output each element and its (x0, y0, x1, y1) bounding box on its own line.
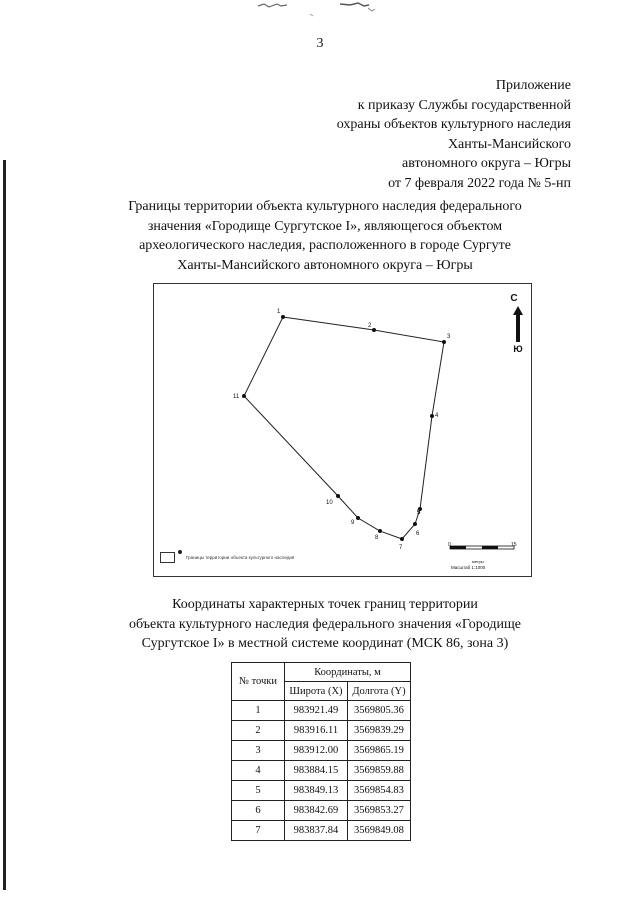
coordinates-title (95, 595, 555, 654)
coords-title-line: Координаты характерных точек границ территории (172, 597, 478, 612)
point-label: 4 (435, 413, 439, 419)
cell-latitude: 983916.11 (285, 721, 348, 741)
appendix-line: Приложение (495, 78, 571, 93)
appendix-line: Ханты-Мансийского (447, 136, 571, 152)
point-label: 2 (368, 323, 372, 329)
boundary-point (281, 315, 285, 319)
page-number: 3 (316, 36, 324, 51)
scale-min: 0 (448, 542, 451, 548)
header-longitude: Долгота (Y) (347, 682, 410, 701)
boundary-line (244, 317, 444, 539)
point-label: 11 (233, 394, 240, 400)
point-label: 9 (351, 520, 355, 526)
cell-longitude: 3569805.36 (347, 701, 410, 721)
appendix-line: к приказу Службы государственной (357, 97, 571, 113)
scale-max: 15 (511, 542, 517, 548)
title-line: Границы территории объекта культурного наследия федерального (128, 199, 522, 214)
table-row (232, 821, 411, 841)
table-row (232, 801, 411, 821)
point-label: 8 (375, 535, 379, 541)
south-label: Ю (513, 344, 523, 354)
point-label: 1 (277, 309, 281, 315)
coords-title-line: объекта культурного наследия федерального значения «Городище (129, 616, 521, 632)
point-label: 7 (399, 545, 403, 551)
cell-longitude: 3569853.27 (347, 801, 410, 821)
cell-latitude: 983837.84 (285, 821, 348, 841)
boundary-point (356, 516, 360, 520)
legend-swatch (160, 552, 175, 563)
boundary-point (242, 394, 246, 398)
boundary-point (378, 529, 382, 533)
boundary-map (153, 283, 532, 577)
north-arrow (510, 293, 523, 354)
scan-edge-bar (3, 160, 6, 890)
point-label: 6 (416, 531, 420, 537)
cell-point-number: 6 (232, 801, 285, 821)
table-row (232, 761, 411, 781)
cell-point-number: 1 (232, 701, 285, 721)
title-line: значения «Городище Сургутское I», являющегося объектом (147, 218, 503, 234)
scan-noise-marks (250, 0, 400, 18)
cell-point-number: 5 (232, 781, 285, 801)
cell-longitude: 3569839.29 (347, 721, 410, 741)
boundary-point (442, 340, 446, 344)
boundary-point (336, 494, 340, 498)
coords-title-line: Сургутское I» в местной системе координат (МСК 86, зона 3) (141, 636, 509, 651)
scale-bar (450, 546, 514, 549)
cell-latitude: 983842.69 (285, 801, 348, 821)
cell-point-number: 3 (232, 741, 285, 761)
point-label: 5 (417, 510, 421, 516)
cell-latitude: 983884.15 (285, 761, 348, 781)
title-line: Ханты-Мансийского автономного округа – Югры (177, 257, 473, 273)
cell-latitude: 983849.13 (285, 781, 348, 801)
appendix-line: от 7 февраля 2022 года № 5-нп (388, 175, 571, 191)
header-coordinates: Координаты, м (285, 663, 411, 682)
legend-point-icon (178, 550, 182, 554)
table-row (232, 721, 411, 741)
header-point: № точки (232, 663, 285, 701)
cell-point-number: 4 (232, 761, 285, 781)
header-latitude: Широта (X) (285, 682, 348, 701)
scale-unit: метры (472, 559, 484, 564)
appendix-line: автономного округа – Югры (402, 156, 571, 171)
boundary-point (430, 414, 434, 418)
boundary-point (372, 328, 376, 332)
table-row (232, 781, 411, 801)
title-line: археологического наследия, расположенного в городе Сургуте (139, 238, 511, 253)
appendix-block (337, 76, 571, 193)
point-label: 3 (447, 334, 451, 340)
table-row (232, 741, 411, 761)
document-title (95, 197, 555, 275)
scale-label: Масштаб 1:1000 (451, 565, 486, 570)
boundary-point (400, 537, 404, 541)
table-row (232, 701, 411, 721)
cell-point-number: 7 (232, 821, 285, 841)
map-svg (154, 284, 533, 578)
appendix-line: охраны объектов культурного наследия (336, 117, 571, 132)
point-label: 10 (326, 500, 333, 506)
coordinates-table (231, 662, 411, 841)
cell-longitude: 3569849.08 (347, 821, 410, 841)
cell-longitude: 3569865.19 (347, 741, 410, 761)
cell-latitude: 983912.00 (285, 741, 348, 761)
north-label: С (510, 293, 518, 304)
cell-longitude: 3569854.83 (347, 781, 410, 801)
cell-point-number: 2 (232, 721, 285, 741)
legend-text: Границы территории объекта культурного наследия (186, 555, 295, 560)
boundary-point (413, 522, 417, 526)
cell-latitude: 983921.49 (285, 701, 348, 721)
cell-longitude: 3569859.88 (347, 761, 410, 781)
